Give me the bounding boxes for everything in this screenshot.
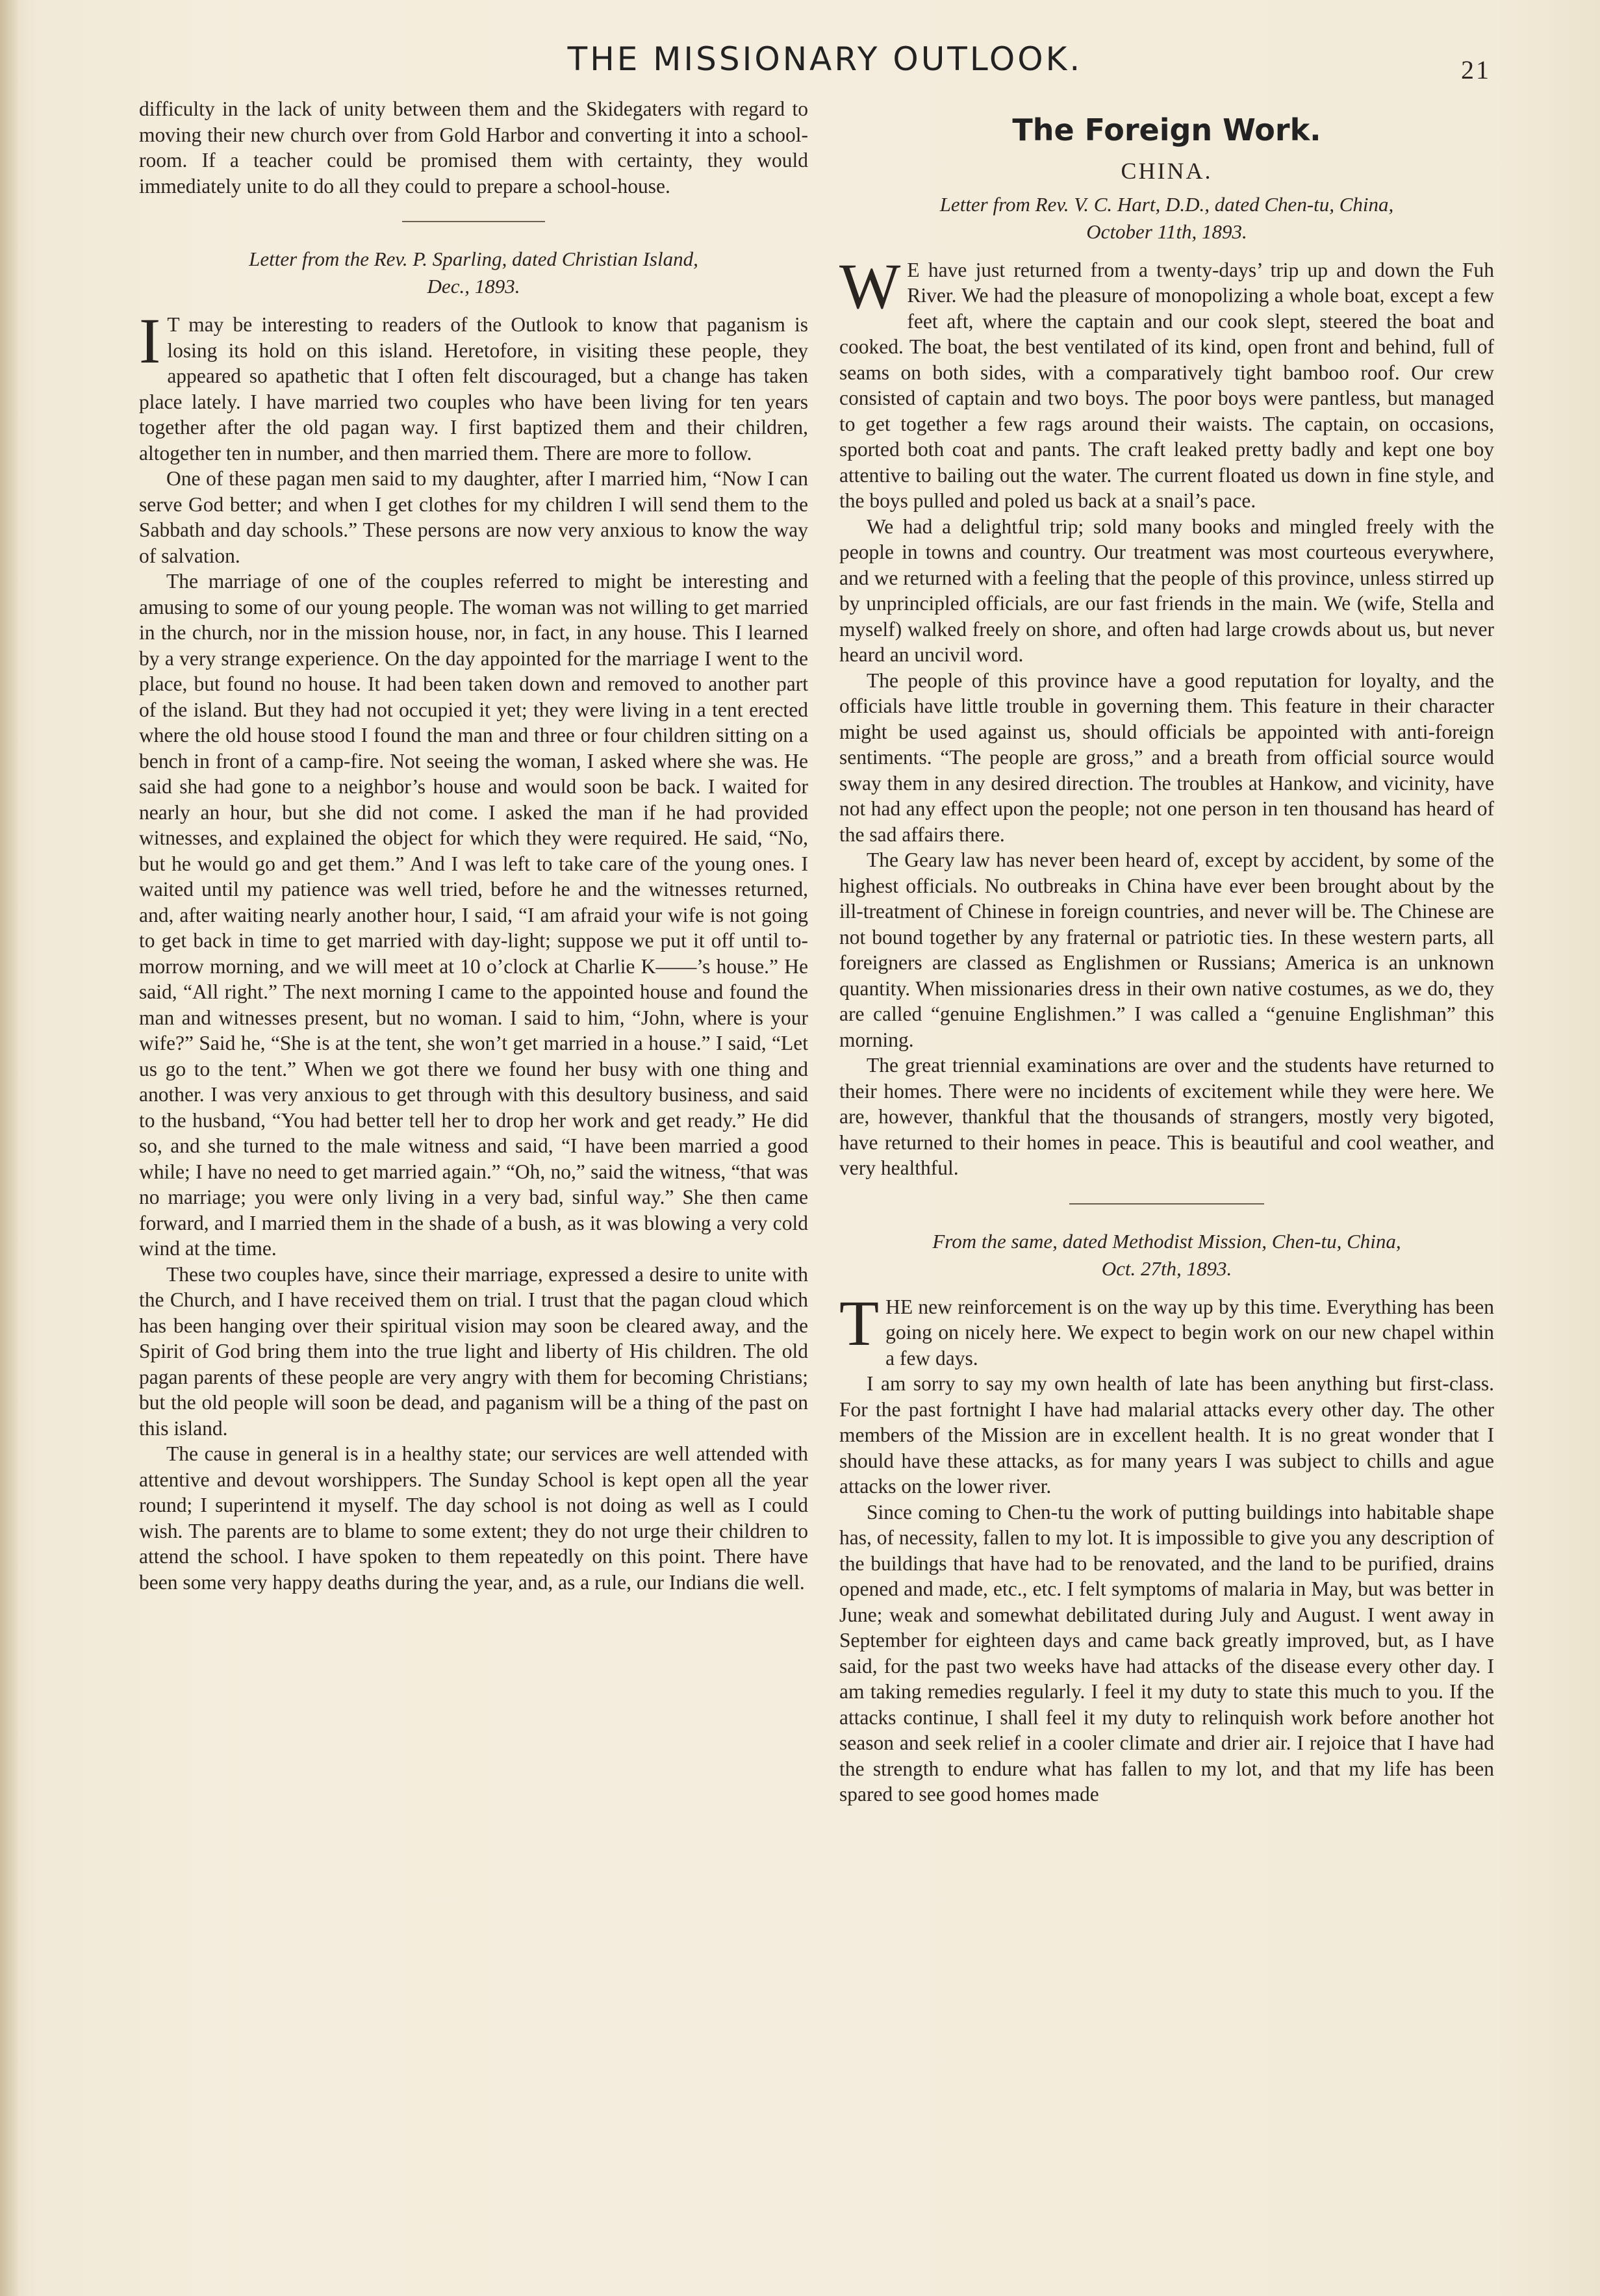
- paragraph: The Geary law has never been heard of, except by accident, by some of the highest officials. No outbreaks in China have ever been brought about by the ill-treatment of Chinese in foreign countries, and never will be. The Chinese are not bound together by any fraternal or patriotic ties. In these western parts, all foreigners are classed as Englishmen or Russians; America is an unknown quantity. When missionaries dress in their own native costumes, as we do, they are called “genuine Englishmen.” I was called a “genuine Englishman” this morning.: [839, 848, 1494, 1051]
- section-title: The Foreign Work.: [1012, 112, 1321, 147]
- page-number: 21: [1461, 55, 1491, 84]
- letter-heading-hart-second: [839, 1228, 1494, 1282]
- letter-heading-line2: October 11th, 1893.: [1086, 220, 1247, 243]
- paragraph-text: HE new reinforcement is on the way up by this time. Everything has been going on nicely here. We expect to begin work on our new chapel within a few days.: [885, 1295, 1494, 1370]
- paragraph: The marriage of one of the couples referred to might be interesting and amusing to some of our young people. The woman was not willing to get married in the church, nor in the mission house, nor, in fact, in any house. This I learned by a very strange experience. On the day appointed for the marriage I went to the place, but found no house. It had been taken down and removed to another part of the island. But they had not occupied it yet; they were living in a tent erected where the old house stood I found the man and three or four children sitting on a bench in front of a camp-fire. Not seeing the woman, I asked where she was. He said she had gone to a neighbor’s house and would soon be back. I waited for nearly an hour, but she did not come. I asked the man if he had provided witnesses, and explained the object for which they were required. He said, “No, but he would go and get them.” And I was left to take care of the young ones. I waited until my patience was well tried, before he and the witnesses returned, and, after waiting nearly another hour, I said, “I am afraid your wife is not going to get back in time to get married with day-light; suppose we put it off until to-morrow morning, and we will meet at 10 o’clock at Charlie K——’s house.” He said, “All right.” The next morning I came to the appointed house and found the man and witnesses present, but no woman. I said to him, “John, where is your wife?” Said he, “She is at the tent, she won’t get married in a house.” I said, “Let us go to the tent.” When we got there we found her busy with one thing and another. I was very anxious to get through with this desultory business, and said to the husband, “You had better tell her to drop her work and get ready.” He did so, and she turned to the male witness and said, “I have been married a good while; I have no need to get married again.” “Oh, no,” said the witness, “that was no marriage; you were only living in a very bad, sinful way.” She then came forward, and I married them in the shade of a bush, as it was blowing a very cold wind at the time.: [139, 570, 808, 1260]
- paragraph: One of these pagan men said to my daughter, after I married him, “Now I can serve God better; and when I get clothes for my children I will send them to the Sabbath and day schools.” These persons are now very anxious to know the way of salvation.: [139, 467, 808, 567]
- section-divider: [1069, 1203, 1264, 1205]
- paragraph: I am sorry to say my own health of late has been anything but first-class. For the past fortnight I have had malarial attacks every other day. The other members of the Mission are in excellent health. It is no great wonder that I should have these attacks, as for many years I was subject to chills and ague attacks on the lower river.: [839, 1372, 1494, 1498]
- left-column: [139, 96, 808, 1595]
- paragraph: The great triennial examinations are over and the students have returned to their homes. There were no incidents of excitement while they were here. We are, however, thankful that the thousands of strangers, mostly very bigoted, have returned to their homes in peace. This is beautiful and cool weather, and very healthful.: [839, 1054, 1494, 1179]
- paragraph: [139, 305, 808, 466]
- paragraph-text: E have just returned from a twenty-days’ trip up and down the Fuh River. We had the pleasure of monopolizing a whole boat, except a few feet aft, where the captain and our cook slept, steered the boat and cooked. The boat, the best ventilated of its kind, open front and behind, full of seams on both sides, with a comparatively tight bamboo roof. Our crew consisted of captain and two boys. The poor boys were pantless, but managed to get together a few rags around their waists. The captain, on occasions, sported both coat and pants. The craft leaked pretty badly and kept one boy attentive to bailing out the water. The current floated us down in fine style, and the boys pulled and poled us back at a snail’s pace.: [839, 258, 1494, 512]
- drop-cap: T: [839, 1286, 880, 1359]
- paragraph: [839, 249, 1494, 514]
- paragraph: These two couples have, since their marriage, expressed a desire to unite with the Church, and I have received them on trial. I trust that the pagan cloud which has been hanging over their spiritual vision may soon be cleared away, and the Spirit of God bring them into the true light and liberty of His children. The old pagan parents of these people are very angry with them for becoming Christians; but the old people will soon be dead, and paganism will be a thing of the past on this island.: [139, 1262, 808, 1440]
- continued-paragraph: difficulty in the lack of unity between them and the Skidegaters with regard to moving their new church over from Gold Harbor and converting it into a school-room. If a teacher could be promised them with certainty, they would immediately unite to do all they could to prepare a school-house.: [139, 97, 808, 198]
- letter-heading-line1: Letter from the Rev. P. Sparling, dated Christian Island,: [249, 248, 698, 270]
- letter-heading-line1: Letter from Rev. V. C. Hart, D.D., dated Chen-tu, China,: [939, 192, 1394, 216]
- paragraph: We had a delightful trip; sold many books and mingled freely with the people in towns and country. Our treatment was most courteous everywhere, and we returned with a feeling that the people of this province, unless stirred up by unprincipled officials, are our fast friends in the main. We (wife, Stella and myself) walked freely on shore, and often had large crowds about us, but never heard an uncivil word.: [839, 515, 1494, 666]
- subsection-title: CHINA.: [1121, 158, 1213, 184]
- letter-heading-line1: From the same, dated Methodist Mission, Chen-tu, China,: [932, 1229, 1401, 1253]
- paragraph: Since coming to Chen-tu the work of putting buildings into habitable shape has, of necessity, fallen to my lot. It is impossible to give you any description of the buildings that have had to be renovated, and the land to be purified, drains opened and made, etc., etc. I felt symptoms of malaria in May, but was better in June; weak and somewhat debilitated during July and August. I went away in September for eighteen days and came back greatly improved, but, as I have said, for the past two weeks have had attacks of the disease every other day. I am taking remedies regularly. I feel it my duty to state this much to you. If the attacks continue, I shall feel it my duty to relinquish work before another hot season and seek relief in a cooler climate and drier air. I rejoice that I have had the strength to endure what has fallen to my lot, and that my life has been spared to see good homes made: [839, 1500, 1494, 1805]
- section-divider: [402, 221, 545, 222]
- drop-cap: W: [839, 249, 901, 322]
- paragraph: The cause in general is in a healthy state; our services are well attended with attentive and devout worshippers. The Sunday School is kept open all the year round; I superintend it myself. The day school is not doing as well as I could wish. The parents are to blame to some extent; they do not urge their children to attend the school. I have spoken to them repeatedly on this point. There have been some very happy deaths during the year, and, as a rule, our Indians die well.: [139, 1442, 808, 1594]
- paragraph: The people of this province have a good reputation for loyalty, and the officials have little trouble in governing them. This feature in their character might be used against us, should officials be appointed with anti-foreign sentiments. “The people are gross,” and a breath from official source would sway them in any desired direction. The troubles at Hankow, and vicinity, have not had any effect upon the people; not one person in ten thousand has heard of the sad affairs there.: [839, 669, 1494, 846]
- drop-cap: I: [139, 305, 161, 377]
- binding-gutter: [0, 0, 18, 2296]
- letter-heading-line2: Dec., 1893.: [427, 275, 520, 298]
- letter-heading-hart: [839, 191, 1494, 246]
- letter-heading-line2: Oct. 27th, 1893.: [1101, 1256, 1232, 1280]
- right-column: [839, 96, 1494, 1807]
- paragraph: [839, 1286, 1494, 1371]
- paragraph-text: T may be interesting to readers of the Outlook to know that paganism is losing its hold on this island. Heretofore, in visiting these people, they appeared so apathetic that I often felt discouraged, but a change has taken place lately. I have married two couples who have been living for ten years together after the old pagan way. I first baptized them and their children, altogether ten in number, and then married them. There are more to follow.: [139, 313, 808, 465]
- running-header: THE MISSIONARY OUTLOOK.: [567, 40, 1083, 78]
- letter-heading-sparling: [139, 246, 808, 300]
